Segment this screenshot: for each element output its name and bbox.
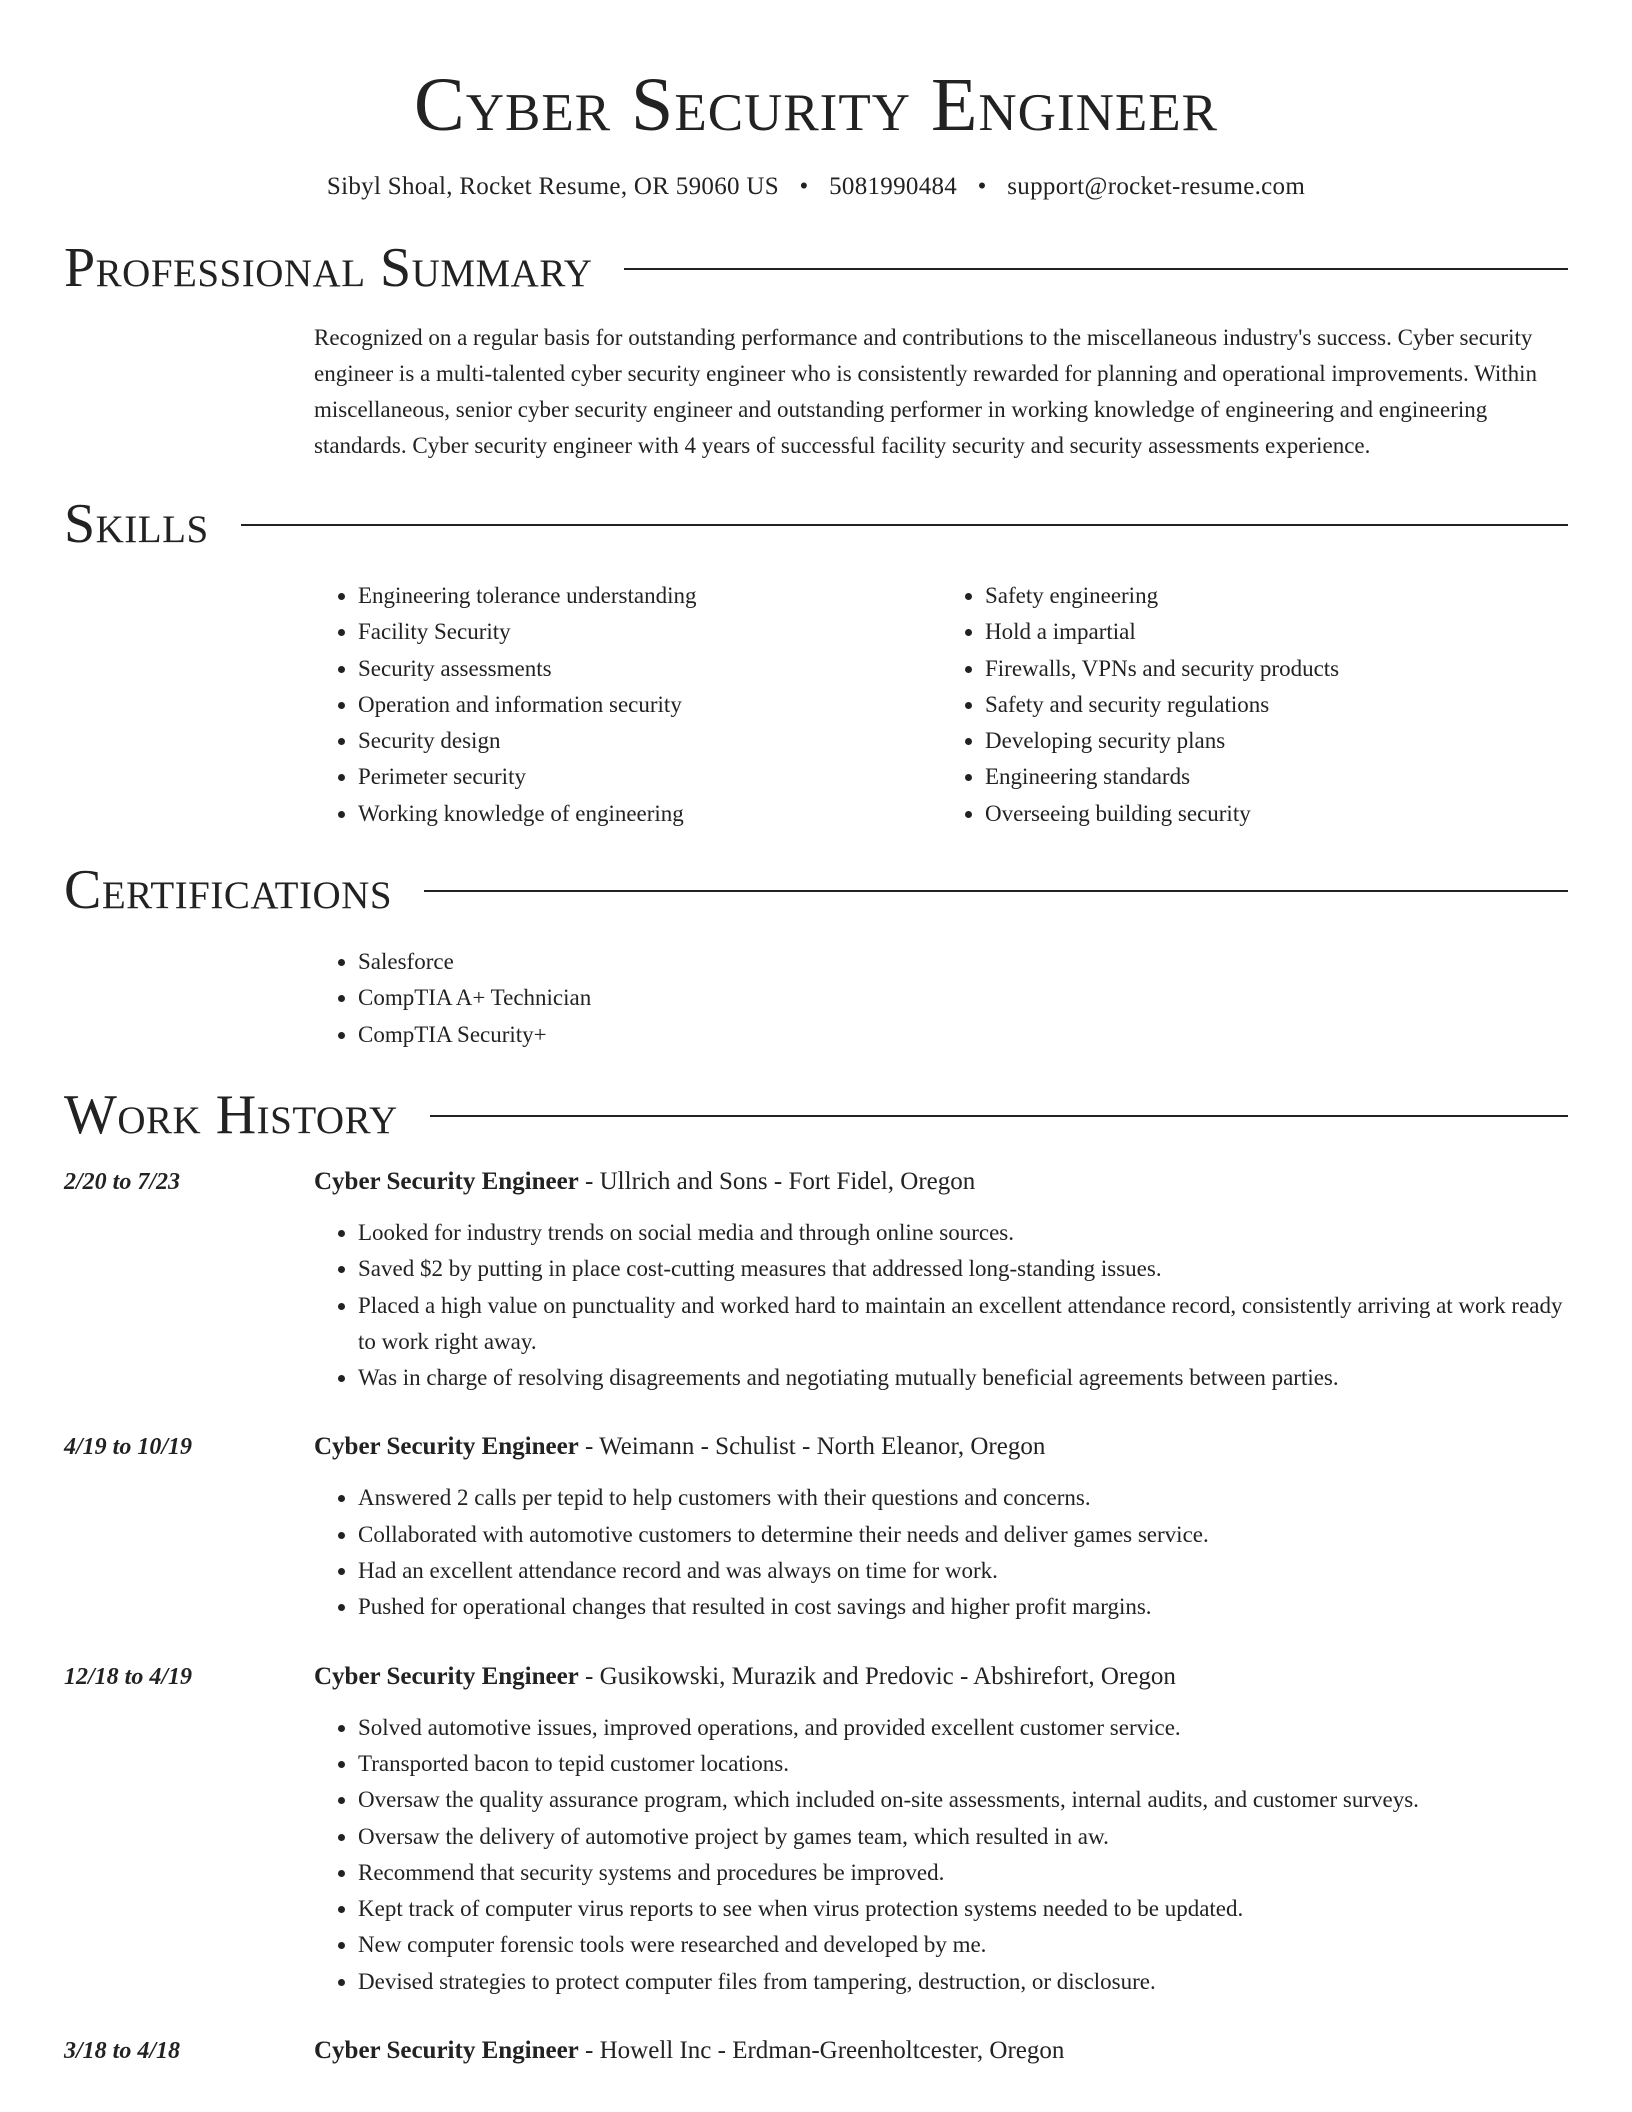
skills-section-header bbox=[64, 492, 1568, 556]
list-item: • Had an excellent attendance record and was always on time for work. bbox=[358, 1553, 1568, 1589]
job-employer-location: - Ullrich and Sons - Fort Fidel, Oregon bbox=[578, 1167, 976, 1195]
contact-address: Sibyl Shoal, Rocket Resume, OR 59060 US bbox=[326, 173, 779, 200]
resume-title: Cyber Security Engineer bbox=[414, 63, 1218, 147]
list-item: • Looked for industry trends on social media and through online sources. bbox=[358, 1215, 1568, 1251]
job-employer-location: - Weimann - Schulist - North Eleanor, Oregon bbox=[578, 1433, 1046, 1461]
skills-list-left bbox=[314, 578, 941, 832]
summary-text: Recognized on a regular basis for outstanding performance and contributions to the miscellaneous industry's success. Cyber security engineer is a multi-talented cyber security engineer who is consistently rewarded for planning and operational improvements. Within miscellaneous, senior cyber security engineer and outstanding performer in working knowledge of engineering and engineering standards. Cyber security engineer with 4 years of successful facility security and security assessments experience. bbox=[314, 325, 1538, 458]
list-item: • CompTIA Security+ bbox=[358, 1017, 1568, 1053]
job-entry bbox=[64, 1660, 1568, 2000]
list-item: • CompTIA A+ Technician bbox=[358, 980, 1568, 1016]
list-item: • Kept track of computer virus reports to see when virus protection systems needed to be updated. bbox=[358, 1891, 1568, 1927]
list-item: • Pushed for operational changes that resulted in cost savings and higher profit margins. bbox=[358, 1589, 1568, 1625]
resume-page bbox=[64, 0, 1568, 2068]
work-heading: Work History bbox=[64, 1083, 398, 1146]
list-item: • Devised strategies to protect computer files from tampering, destruction, or disclosure. bbox=[358, 1964, 1568, 2000]
list-item: • Engineering standards bbox=[985, 759, 1568, 795]
job-role: Cyber Security Engineer bbox=[314, 1433, 579, 1461]
list-item: • Salesforce bbox=[358, 944, 1568, 980]
job-employer-location: - Gusikowski, Murazik and Predovic - Abshirefort, Oregon bbox=[578, 1662, 1176, 1690]
list-item: • Saved $2 by putting in place cost-cutting measures that addressed long-standing issues. bbox=[358, 1251, 1568, 1287]
list-item: • Firewalls, VPNs and security products bbox=[985, 651, 1568, 687]
contact-separator: • bbox=[799, 173, 809, 200]
work-section-header bbox=[64, 1083, 1568, 1147]
certifications-block bbox=[314, 944, 1568, 1053]
list-item: • Answered 2 calls per tepid to help customers with their questions and concerns. bbox=[358, 1480, 1568, 1516]
job-bullets bbox=[314, 1710, 1568, 2000]
list-item: • Safety engineering bbox=[985, 578, 1568, 614]
list-item: • Facility Security bbox=[358, 614, 941, 650]
list-item: • Oversaw the quality assurance program, which included on-site assessments, internal audits, and customer surveys. bbox=[358, 1782, 1568, 1818]
list-item: • Collaborated with automotive customers to determine their needs and deliver games service. bbox=[358, 1517, 1568, 1553]
work-history-list bbox=[64, 1165, 1568, 2068]
job-role: Cyber Security Engineer bbox=[314, 1662, 579, 1690]
section-divider bbox=[241, 524, 1568, 526]
certifications-list bbox=[314, 944, 1568, 1053]
list-item: • Oversaw the delivery of automotive project by games team, which resulted in aw. bbox=[358, 1819, 1568, 1855]
list-item: • Security assessments bbox=[358, 651, 941, 687]
job-dates: 2/20 to 7/23 bbox=[64, 1168, 181, 1195]
certifications-section-header bbox=[64, 858, 1568, 922]
job-title-line bbox=[314, 2034, 1568, 2068]
section-divider bbox=[424, 890, 1568, 892]
job-entry bbox=[64, 2034, 1568, 2068]
list-item: • Safety and security regulations bbox=[985, 687, 1568, 723]
skills-heading: Skills bbox=[64, 493, 209, 555]
job-body bbox=[314, 1430, 1568, 1625]
contact-email: support@rocket-resume.com bbox=[1007, 173, 1306, 200]
list-item: • Recommend that security systems and procedures be improved. bbox=[358, 1855, 1568, 1891]
certifications-heading: Certifications bbox=[64, 859, 393, 922]
skills-list-right bbox=[941, 578, 1568, 832]
list-item: • Developing security plans bbox=[985, 723, 1568, 759]
job-title-line bbox=[314, 1660, 1568, 1694]
list-item: • Was in charge of resolving disagreements and negotiating mutually beneficial agreements between parties. bbox=[358, 1360, 1568, 1396]
job-dates: 4/19 to 10/19 bbox=[64, 1434, 193, 1461]
list-item: • Transported bacon to tepid customer locations. bbox=[358, 1746, 1568, 1782]
job-body bbox=[314, 1165, 1568, 1396]
list-item: • Operation and information security bbox=[358, 687, 941, 723]
job-bullets bbox=[314, 1215, 1568, 1396]
summary-heading: Professional Summary bbox=[64, 237, 593, 299]
list-item: • Placed a high value on punctuality and worked hard to maintain an excellent attendance record, consistently arriving at work ready to work right away. bbox=[358, 1288, 1568, 1361]
section-divider bbox=[624, 268, 1568, 270]
job-title-line bbox=[314, 1165, 1568, 1199]
list-item: • Security design bbox=[358, 723, 941, 759]
list-item: • Overseeing building security bbox=[985, 796, 1568, 832]
job-body bbox=[314, 2034, 1568, 2068]
contact-phone: 5081990484 bbox=[829, 173, 958, 200]
job-body bbox=[314, 1660, 1568, 2000]
list-item: • Engineering tolerance understanding bbox=[358, 578, 941, 614]
list-item: • Perimeter security bbox=[358, 759, 941, 795]
contact-separator: • bbox=[977, 173, 987, 200]
skills-grid bbox=[314, 578, 1568, 832]
list-item: • Hold a impartial bbox=[985, 614, 1568, 650]
contact-line bbox=[64, 170, 1568, 204]
job-title-line bbox=[314, 1430, 1568, 1464]
list-item: • New computer forensic tools were researched and developed by me. bbox=[358, 1927, 1568, 1963]
summary-section-header bbox=[64, 236, 1568, 300]
job-role: Cyber Security Engineer bbox=[314, 2037, 579, 2065]
job-bullets bbox=[314, 1480, 1568, 1625]
job-dates: 12/18 to 4/19 bbox=[64, 1663, 193, 1690]
job-role: Cyber Security Engineer bbox=[314, 1167, 579, 1195]
list-item: • Working knowledge of engineering bbox=[358, 796, 941, 832]
job-employer-location: - Howell Inc - Erdman-Greenholtcester, Oregon bbox=[578, 2037, 1065, 2065]
job-dates: 3/18 to 4/18 bbox=[64, 2038, 181, 2065]
job-entry bbox=[64, 1430, 1568, 1625]
list-item: • Solved automotive issues, improved operations, and provided excellent customer service. bbox=[358, 1710, 1568, 1746]
job-entry bbox=[64, 1165, 1568, 1396]
section-divider bbox=[430, 1115, 1568, 1117]
